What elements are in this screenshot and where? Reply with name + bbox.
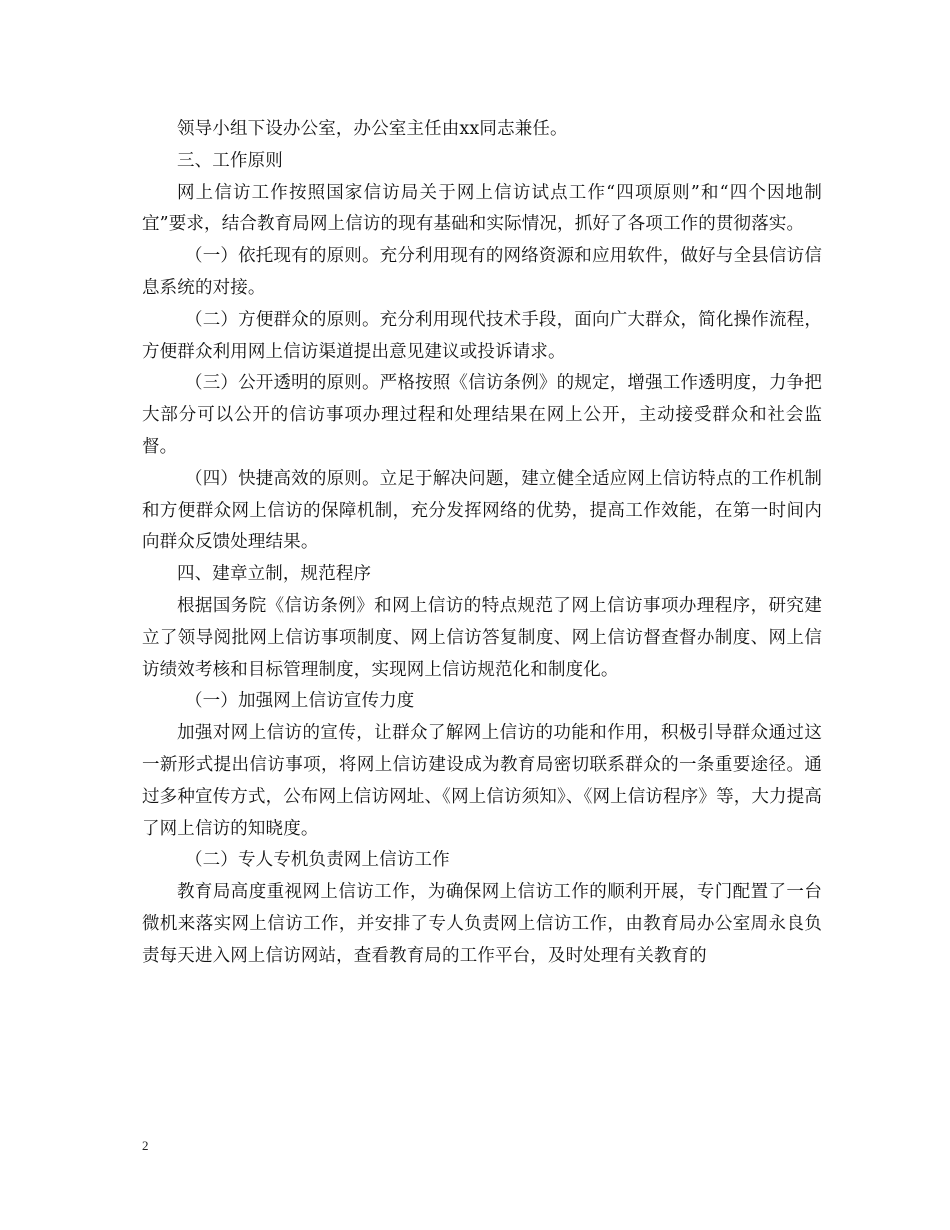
paragraph-publicity: 加强对网上信访的宣传，让群众了解网上信访的功能和作用，积极引导群众通过这一新形式提出信访事项，将网上信访建设成为教育局密切联系群众的一条重要途径。通过多种宣传方式，公布网上信访网址、《网上信访须知》、《网上信访程序》等，大力提高了网上信访的知晓度。	[142, 723, 822, 839]
paragraph-principle-2: （二）方便群众的原则。充分利用现代技术手段，面向广大群众，简化操作流程，方便群众利用网上信访渠道提出意见建议或投诉请求。	[142, 309, 822, 362]
section-heading-rules: 四、建章立制，规范程序	[177, 564, 372, 585]
subheading-publicity: （一）加强网上信访宣传力度	[185, 691, 415, 712]
paragraph-principle-4: （四）快捷高效的原则。立足于解决问题，建立健全适应网上信访特点的工作机制和方便群众网上信访的保障机制，充分发挥网络的优势，提高工作效能，在第一时间内向群众反馈处理结果。	[142, 468, 822, 553]
paragraph-office-setup: 领导小组下设办公室，办公室主任由xx同志兼任。	[177, 119, 568, 139]
page-number: 2	[142, 1138, 149, 1153]
paragraph-principle-1: （一）依托现有的原则。充分利用现有的网络资源和应用软件，做好与全县信访信息系统的对接。	[142, 246, 822, 298]
section-heading-work-principles: 三、工作原则	[177, 150, 283, 171]
subheading-dedicated-staff: （二）专人专机负责网上信访工作	[185, 850, 450, 871]
paragraph-principles-intro: 网上信访工作按照国家信访局关于网上信访试点工作“四项原则”和“四个因地制宜”要求，结合教育局网上信访的现有基础和实际情况，抓好了各项工作的贯彻落实。	[142, 182, 822, 235]
document-body	[142, 114, 822, 973]
paragraph-dedicated-staff: 教育局高度重视网上信访工作，为确保网上信访工作的顺利开展，专门配置了一台微机来落实网上信访工作，并安排了专人负责网上信访工作，由教育局办公室周永良负责每天进入网上信访网站，查看教育局的工作平台，及时处理有关教育的	[142, 882, 822, 966]
paragraph-rules-intro: 根据国务院《信访条例》和网上信访的特点规范了网上信访事项办理程序，研究建立了领导阅批网上信访事项制度、网上信访答复制度、网上信访督查督办制度、网上信访绩效考核和目标管理制度，实现网上信访规范化和制度化。	[142, 595, 822, 680]
paragraph-principle-3: （三）公开透明的原则。严格按照《信访条例》的规定，增强工作透明度，力争把大部分可以公开的信访事项办理过程和处理结果在网上公开，主动接受群众和社会监督。	[142, 373, 822, 457]
